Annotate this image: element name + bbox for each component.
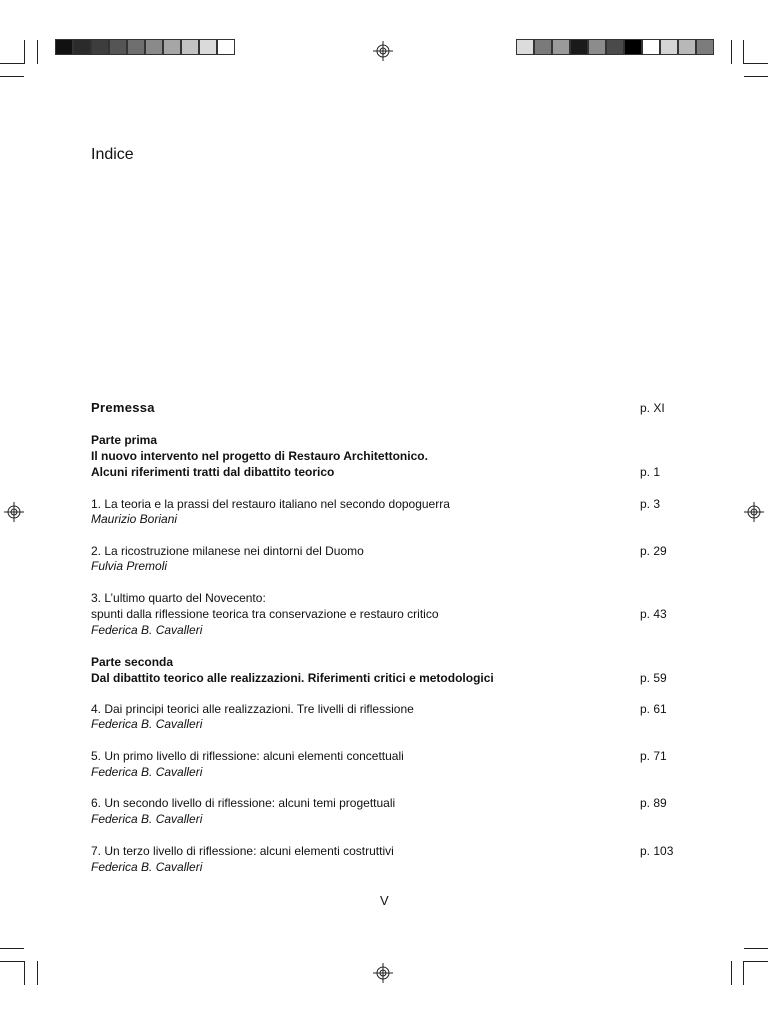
toc-entry-page: p. 61 xyxy=(640,702,667,716)
color-swatch xyxy=(588,39,606,55)
chapter-title: 2. La ricostruzione milanese nei dintorni del Duomo xyxy=(91,544,364,558)
color-swatch xyxy=(109,39,127,55)
chapter-author: Federica B. Cavalleri xyxy=(91,623,203,637)
crop-mark xyxy=(743,40,744,64)
color-swatch xyxy=(606,39,624,55)
toc-entry-author xyxy=(91,558,691,574)
toc-entry-page: p. 3 xyxy=(640,497,661,511)
color-swatch xyxy=(516,39,534,55)
color-swatch xyxy=(127,39,145,55)
part-heading xyxy=(91,432,691,448)
toc-entry xyxy=(91,701,691,717)
toc-entry xyxy=(91,795,691,811)
toc-entry-page: p. 1 xyxy=(640,465,661,479)
crop-mark xyxy=(744,948,768,949)
chapter-author: Federica B. Cavalleri xyxy=(91,812,203,826)
part-title-line xyxy=(91,464,691,480)
registration-mark-icon xyxy=(373,963,393,983)
toc-entry xyxy=(91,496,691,512)
toc-entry-page: p. 43 xyxy=(640,607,667,621)
toc-entry-page: p. 71 xyxy=(640,749,667,763)
toc-entry-author xyxy=(91,511,691,527)
toc-entry-page: p. 29 xyxy=(640,544,667,558)
chapter-title: 6. Un secondo livello di riflessione: alcuni temi progettuali xyxy=(91,796,396,810)
chapter-title: 3. L’ultimo quarto del Novecento: xyxy=(91,591,266,605)
crop-mark xyxy=(24,40,25,64)
color-swatch xyxy=(552,39,570,55)
toc-entry xyxy=(91,590,691,606)
registration-mark-icon xyxy=(744,502,764,522)
color-swatch xyxy=(55,39,73,55)
chapter-title: 5. Un primo livello di riflessione: alcuni elementi concettuali xyxy=(91,749,404,763)
chapter-title: 7. Un terzo livello di riflessione: alcuni elementi costruttivi xyxy=(91,844,394,858)
color-swatch xyxy=(534,39,552,55)
crop-mark xyxy=(744,63,768,64)
part-heading-label: Parte seconda xyxy=(91,655,174,669)
toc-entry-premessa xyxy=(91,400,691,416)
part-title-line xyxy=(91,670,691,686)
color-swatch xyxy=(181,39,199,55)
toc-entry-label: Premessa xyxy=(91,400,155,415)
crop-mark xyxy=(731,40,732,64)
crop-mark xyxy=(744,76,768,77)
registration-mark-icon xyxy=(373,41,393,61)
part-title-text: Dal dibattito teorico alle realizzazioni. Riferimenti critici e metodologici xyxy=(91,671,494,685)
toc-entry-author xyxy=(91,716,691,732)
color-swatch xyxy=(91,39,109,55)
page-number: V xyxy=(380,893,389,908)
chapter-author: Federica B. Cavalleri xyxy=(91,765,203,779)
color-swatch xyxy=(163,39,181,55)
part-heading xyxy=(91,654,691,670)
part-title-line xyxy=(91,448,691,464)
color-swatch xyxy=(642,39,660,55)
chapter-title: spunti dalla riflessione teorica tra conservazione e restauro critico xyxy=(91,607,439,621)
crop-mark xyxy=(0,76,24,77)
chapter-author: Federica B. Cavalleri xyxy=(91,717,203,731)
toc-entry xyxy=(91,543,691,559)
color-swatch xyxy=(660,39,678,55)
crop-mark xyxy=(37,40,38,64)
toc-entry-author xyxy=(91,622,691,638)
toc-entry-page: p. XI xyxy=(640,401,665,415)
color-swatch xyxy=(570,39,588,55)
chapter-author: Federica B. Cavalleri xyxy=(91,860,203,874)
chapter-author: Maurizio Boriani xyxy=(91,512,178,526)
crop-mark xyxy=(0,63,24,64)
color-swatch xyxy=(73,39,91,55)
crop-mark xyxy=(743,961,744,985)
crop-mark xyxy=(744,961,768,962)
registration-mark-icon xyxy=(4,502,24,522)
part-heading-label: Parte prima xyxy=(91,433,158,447)
part-title-text: Alcuni riferimenti tratti dal dibattito teorico xyxy=(91,465,335,479)
chapter-title: 1. La teoria e la prassi del restauro italiano nel secondo dopoguerra xyxy=(91,497,450,511)
part-title-text: Il nuovo intervento nel progetto di Restauro Architettonico. xyxy=(91,449,428,463)
page-title: Indice xyxy=(91,146,134,163)
color-swatch xyxy=(217,39,235,55)
color-swatch xyxy=(624,39,642,55)
color-swatch xyxy=(199,39,217,55)
chapter-author: Fulvia Premoli xyxy=(91,559,168,573)
toc-entry-page: p. 59 xyxy=(640,671,667,685)
toc-entry-author xyxy=(91,811,691,827)
crop-mark xyxy=(24,961,25,985)
toc-entry xyxy=(91,606,691,622)
crop-mark xyxy=(0,961,24,962)
color-swatch xyxy=(696,39,714,55)
crop-mark xyxy=(37,961,38,985)
color-swatch xyxy=(145,39,163,55)
toc-entry-page: p. 103 xyxy=(640,844,674,858)
crop-mark xyxy=(731,961,732,985)
crop-mark xyxy=(0,948,24,949)
toc-entry-author xyxy=(91,859,691,875)
chapter-title: 4. Dai principi teorici alle realizzazioni. Tre livelli di riflessione xyxy=(91,702,414,716)
toc-entry xyxy=(91,843,691,859)
color-swatch xyxy=(678,39,696,55)
toc-entry xyxy=(91,748,691,764)
toc-entry-author xyxy=(91,764,691,780)
toc-entry-page: p. 89 xyxy=(640,796,667,810)
